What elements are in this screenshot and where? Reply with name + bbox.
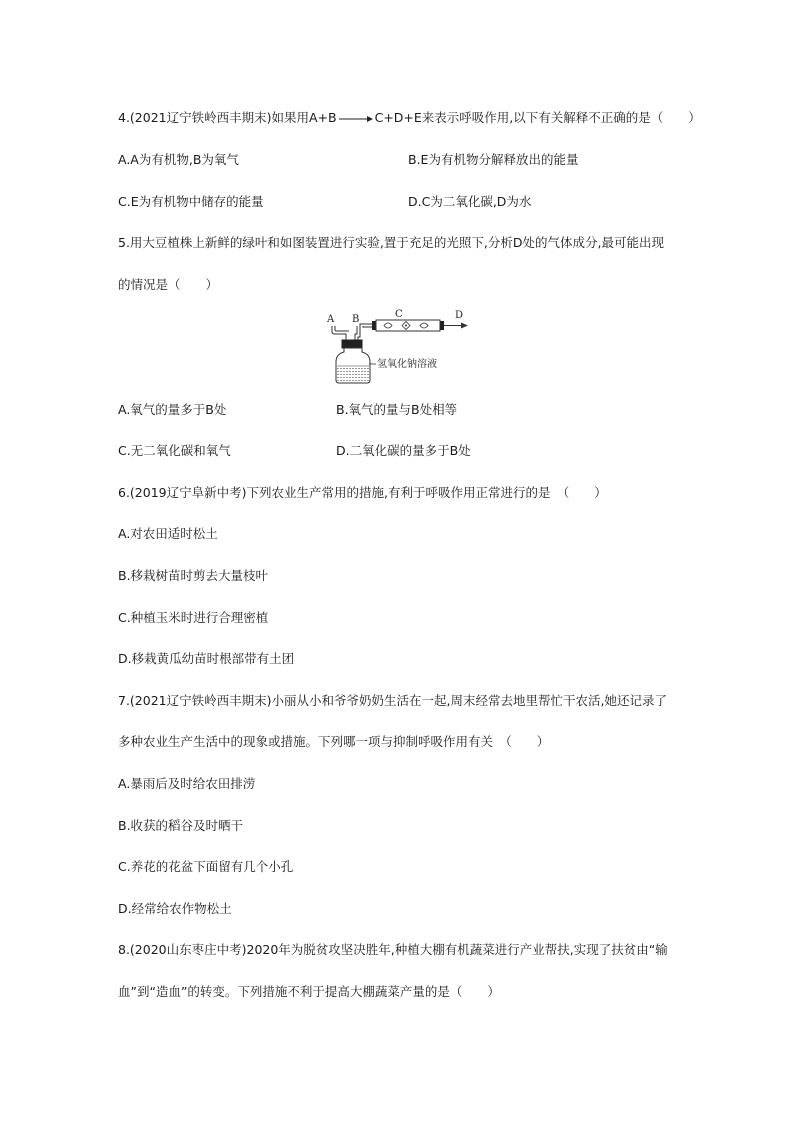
q7-option-a: A.暴雨后及时给农田排涝 (118, 776, 256, 791)
figure-label-d: D (455, 310, 464, 321)
q7-option-b: B.收获的稻谷及时晒干 (118, 818, 244, 833)
figure-solution-label: 氢氧化钠溶液 (377, 359, 437, 370)
q8-stem-line1: 8.(2020山东枣庄中考)2020年为脱贫攻坚决胜年,种植大棚有机蔬菜进行产业帮扶,实现了扶贫由“输 (118, 942, 668, 957)
q4-option-c: C.E为有机物中储存的能量 (118, 194, 264, 209)
q5-stem-line2: 的情况是（ ） (118, 277, 219, 292)
q4-option-a: A.A为有机物,B为氧气 (118, 152, 239, 167)
q5-stem-line1: 5.用大豆植株上新鲜的绿叶和如图装置进行实验,置于充足的光照下,分析D处的气体成分,最可能出现 (118, 235, 664, 250)
q6-option-b: B.移栽树苗时剪去大量枝叶 (118, 568, 269, 583)
figure-label-c: C (395, 309, 403, 320)
q6-option-d: D.移栽黄瓜幼苗时根部带有土团 (118, 651, 295, 666)
q6-option-c: C.种植玉米时进行合理密植 (118, 610, 269, 625)
experiment-apparatus-figure (322, 304, 472, 386)
q5-option-d: D.二氧化碳的量多于B处 (336, 443, 471, 458)
q7-stem-line2: 多种农业生产生活中的现象或措施。下列哪一项与抑制呼吸作用有关 （ ） (118, 734, 550, 749)
q4-stem-after: C+D+E来表示呼吸作用,以下有关解释不正确的是（ ） (374, 110, 701, 125)
q8-stem-line2: 血”到“造血”的转变。下列措施不利于提高大棚蔬菜产量的是（ ） (118, 984, 500, 999)
q7-option-c: C.养花的花盆下面留有几个小孔 (118, 859, 294, 874)
q6-stem: 6.(2019辽宁阜新中考)下列农业生产常用的措施,有利于呼吸作用正常进行的是 （ ） (118, 485, 607, 500)
q4-option-d: D.C为二氧化碳,D为水 (408, 194, 532, 209)
q7-stem-line1: 7.(2021辽宁铁岭西丰期末)小丽从小和爷爷奶奶生活在一起,周末经常去地里帮忙干农活,她还记录了 (118, 693, 667, 708)
q5-option-c: C.无二氧化碳和氧气 (118, 443, 231, 458)
q4-option-b: B.E为有机物分解释放出的能量 (408, 152, 579, 167)
reaction-arrow-icon (338, 114, 374, 124)
q7-option-d: D.经常给农作物松土 (118, 901, 232, 916)
q4-stem (118, 110, 701, 126)
q5-option-a: A.氧气的量多于B处 (118, 402, 227, 417)
q5-option-b: B.氧气的量与B处相等 (336, 402, 458, 417)
q4-stem-before: 4.(2021辽宁铁岭西丰期末)如果用A+B (118, 110, 337, 125)
figure-label-b: B (352, 314, 360, 325)
figure-label-a: A (327, 314, 335, 325)
flow-arrow-icon (461, 323, 468, 329)
q6-option-a: A.对农田适时松土 (118, 526, 218, 541)
